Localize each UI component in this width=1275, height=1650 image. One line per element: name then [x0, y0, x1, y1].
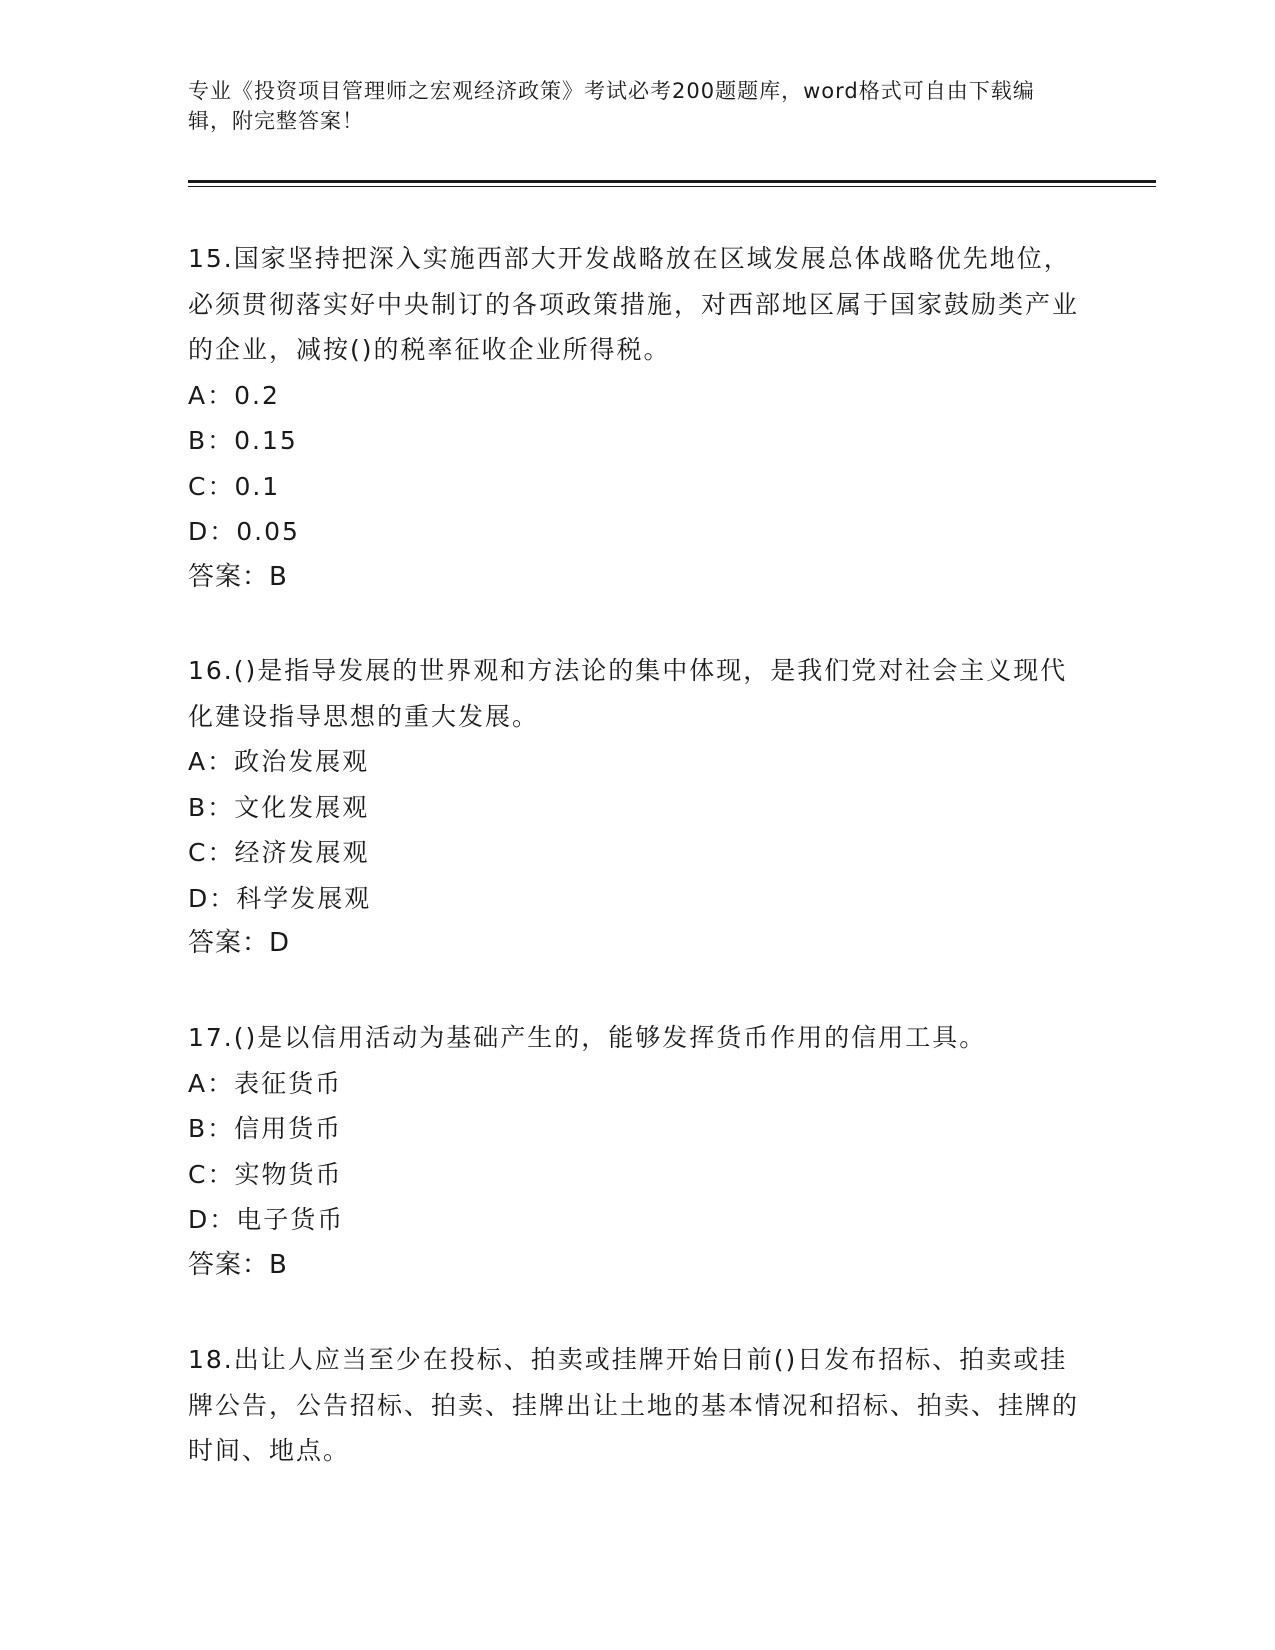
document-header — [188, 76, 1068, 136]
option-d: D：科学发展观 — [188, 883, 372, 913]
option-d: D：电子货币 — [188, 1205, 345, 1234]
question-stem: 15.国家坚持把深入实施西部大开发战略放在区域发展总体战略优先地位，必须贯彻落实好中央制订的各项政策措施，对西部地区属于国家鼓励类产业的企业，减按()的税率征收企业所得税。 — [188, 244, 1080, 364]
header-divider-thin — [188, 186, 1156, 187]
option-a: A：0.2 — [188, 380, 280, 410]
header-text: 专业《投资项目管理师之宏观经济政策》考试必考200题题库，word格式可自由下载编辑，附完整答案！ — [188, 79, 1035, 133]
option-b: B：0.15 — [188, 426, 298, 455]
question-18 — [188, 1337, 1088, 1474]
option-c: C：0.1 — [188, 471, 281, 501]
question-stem: 16.()是指导发展的世界观和方法论的集中体现，是我们党对社会主义现代化建设指导思想的重大发展。 — [188, 656, 1068, 731]
question-16 — [188, 648, 1088, 967]
answer-line: 答案：B — [188, 561, 288, 592]
answer-line: 答案：B — [188, 1249, 288, 1280]
option-a: A：表征货币 — [188, 1068, 343, 1098]
option-c: C：实物货币 — [188, 1159, 343, 1189]
option-b: B：信用货币 — [188, 1114, 343, 1143]
question-15 — [188, 236, 1088, 600]
question-stem: 18.出让人应当至少在投标、拍卖或挂牌开始日前()日发布招标、拍卖或挂牌公告，公告招标、拍卖、挂牌出让土地的基本情况和招标、拍卖、挂牌的时间、地点。 — [188, 1345, 1080, 1465]
option-c: C：经济发展观 — [188, 838, 370, 867]
option-a: A：政治发展观 — [188, 747, 370, 776]
question-17 — [188, 1015, 1088, 1288]
header-divider — [188, 180, 1156, 183]
option-b: B：文化发展观 — [188, 792, 370, 822]
question-stem: 17.()是以信用活动为基础产生的，能够发挥货币作用的信用工具。 — [188, 1023, 987, 1052]
answer-line: 答案：D — [188, 928, 291, 958]
option-d: D：0.05 — [188, 517, 300, 546]
